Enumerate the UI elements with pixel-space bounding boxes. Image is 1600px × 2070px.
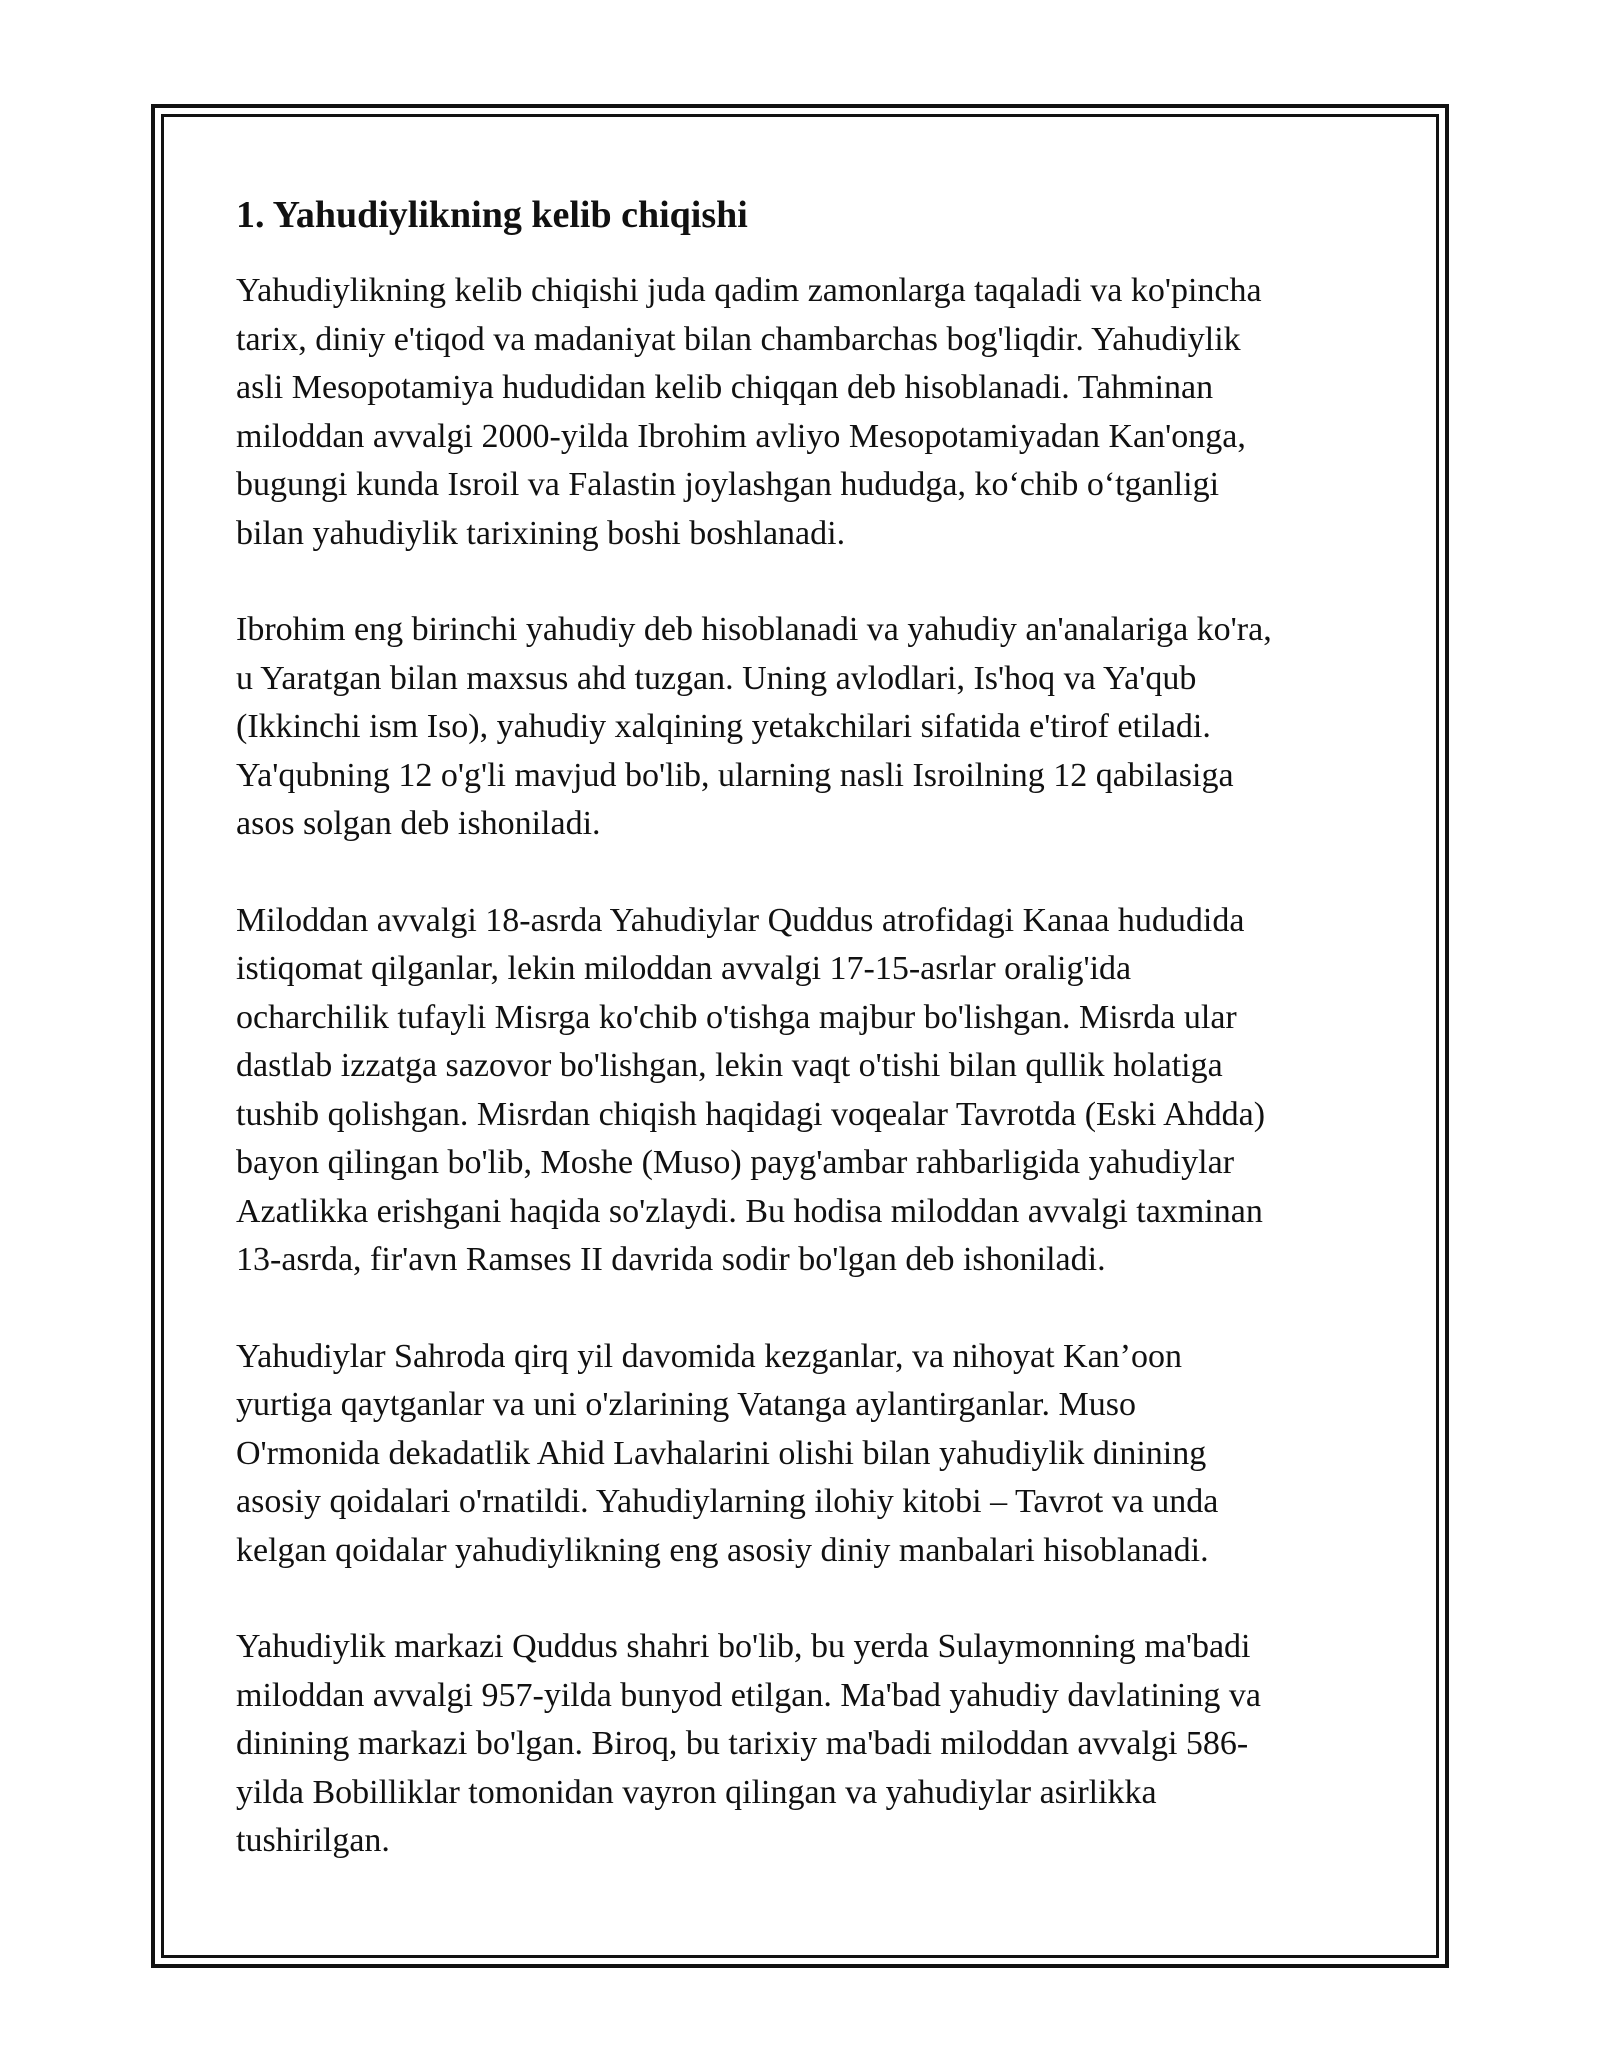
- document-body: [236, 185, 1366, 1914]
- paragraph-5: Yahudiylik markazi Quddus shahri bo'lib, bu yerda Sulaymonning ma'badi miloddan avvalgi 957-yilda bunyod etilgan. Ma'bad yahudiy davlatining va dinining markazi bo'lgan. Biroq, bu tarixiy ma'badi miloddan avvalgi 586- yilda Bobilliklar tomonidan vayron qilingan va yahudiylar asirlikka tushirilgan.: [236, 1628, 1261, 1859]
- section-heading: 1. Yahudiylikning kelib chiqishi: [236, 194, 748, 236]
- paragraph-3: Miloddan avvalgi 18-asrda Yahudiylar Quddus atrofidagi Kanaa hududida istiqomat qilganlar, lekin miloddan avvalgi 17-15-asrlar oralig'ida ocharchilik tufayli Misrga ko'chib o'tishga majbur bo'lishgan. Misrda ular dastlab izzatga sazovor bo'lishgan, lekin vaqt o'tishi bilan qullik holatiga tushib qolishgan. Misrdan chiqish haqidagi voqealar Tavrotda (Eski Ahdda) bayon qilingan bo'lib, Moshe (Muso) payg'ambar rahbarligida yahudiylar Azatlikka erishgani haqida so'zlaydi. Bu hodisa miloddan avvalgi taxminan 13-asrda, fir'avn Ramses II davrida sodir bo'lgan deb ishoniladi.: [236, 901, 1266, 1278]
- paragraph-1: Yahudiylikning kelib chiqishi juda qadim zamonlarga taqaladi va ko'pincha tarix, diniy e'tiqod va madaniyat bilan chambarchas bog'liqdir. Yahudiylik asli Mesopotamiya hududidan kelib chiqqan deb hisoblanadi. Tahminan miloddan avvalgi 2000-yilda Ibrohim avliyo Mesopotamiyadan Kan'onga, bugungi kunda Isroil va Falastin joylashgan hududga, ko‘chib o‘tganligi bilan yahudiylik tarixining boshi boshlanadi.: [236, 272, 1262, 552]
- paragraph-4: Yahudiylar Sahroda qirq yil davomida kezganlar, va nihoyat Kan’oon yurtiga qaytganlar va uni o'zlarining Vatanga aylantirganlar. Muso O'rmonida dekadatlik Ahid Lavhalarini olishi bilan yahudiylik dinining asosiy qoidalari o'rnatildi. Yahudiylarning ilohiy kitobi – Tavrot va unda kelgan qoidalar yahudiylikning eng asosiy diniy manbalari hisoblanadi.: [236, 1337, 1219, 1569]
- paragraph-2: Ibrohim eng birinchi yahudiy deb hisoblanadi va yahudiy an'analariga ko'ra, u Yaratgan bilan maxsus ahd tuzgan. Uning avlodlari, Is'hoq va Ya'qub (Ikkinchi ism Iso), yahudiy xalqining yetakchilari sifatida e'tirof etiladi. Ya'qubning 12 o'g'li mavjud bo'lib, ularning nasli Isroilning 12 qabilasiga asos solgan deb ishoniladi.: [236, 611, 1272, 842]
